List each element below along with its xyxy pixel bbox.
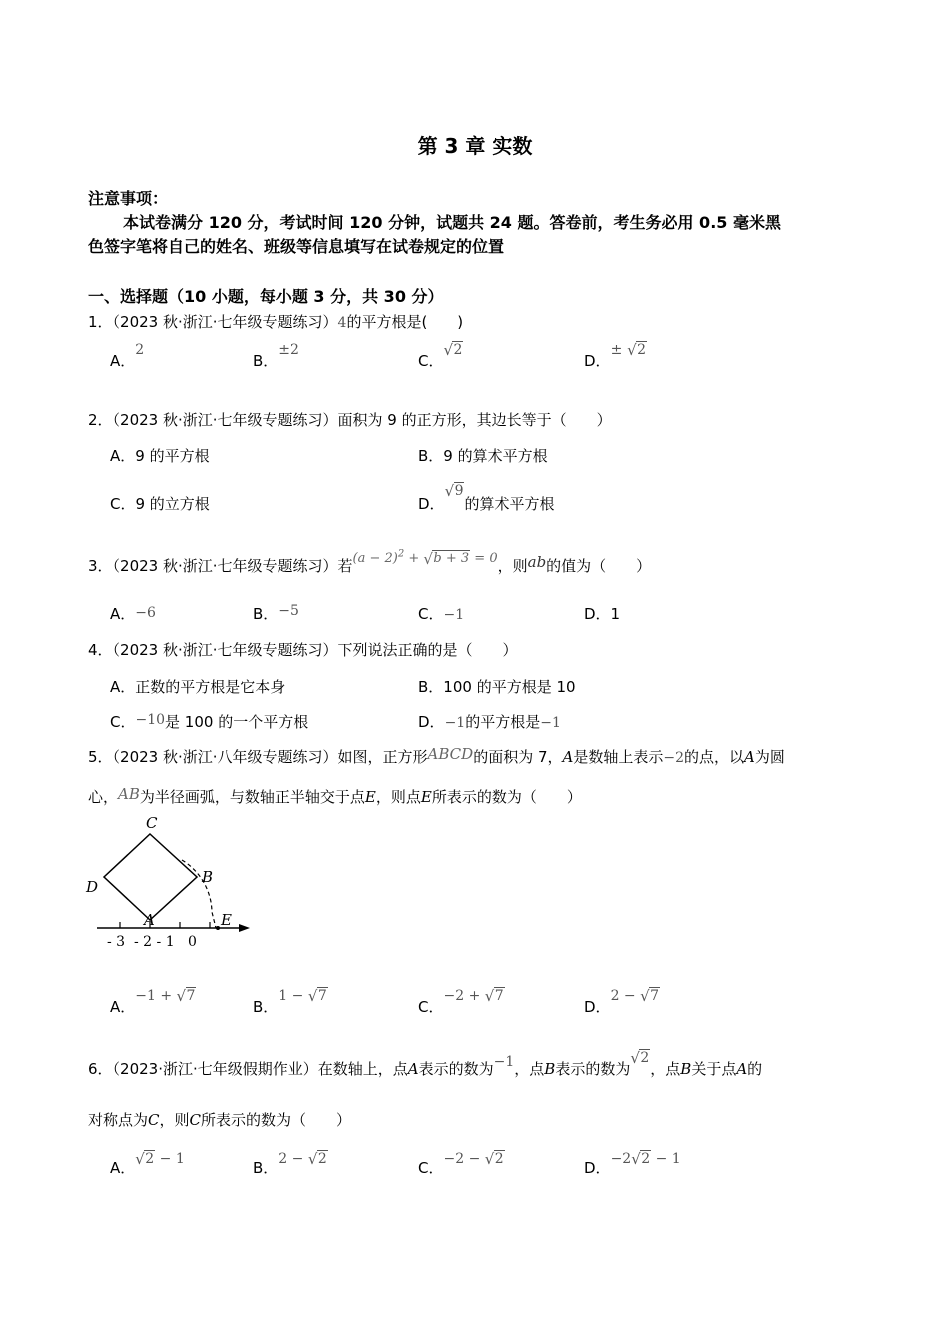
page-title: 第 3 章 实数: [417, 134, 533, 158]
notice-heading: 注意事项：: [88, 189, 169, 208]
q5-option-d[interactable]: D．2 − √ 7: [584, 996, 660, 1017]
q1-text: 的平方根是( ): [346, 313, 464, 331]
q3-option-c[interactable]: C．−1: [418, 605, 465, 623]
q1-number: 1．: [88, 313, 113, 331]
q5-option-b[interactable]: B．1 − √ 7: [253, 996, 328, 1017]
notice-line-2: 色签字笔将自己的姓名、班级等信息填写在试卷规定的位置: [88, 237, 505, 256]
square-abcd: [104, 834, 197, 920]
number-line-arrow: [239, 924, 250, 932]
q4-option-d[interactable]: D．−1的平方根是−1: [418, 713, 561, 731]
q2-option-a[interactable]: A．9 的平方根: [110, 447, 210, 465]
question-5-line-2: 心，AB为半径画弧，与数轴正半轴交于点E，则点E所表示的数为（ ）: [88, 785, 582, 806]
q6-option-b[interactable]: B．2 − √ 2: [253, 1157, 328, 1178]
question-6-line-1: 6．（2023·浙江·七年级假期作业）在数轴上，点A表示的数为−1，点B表示的数为√ 2，点B关于点A的: [88, 1058, 762, 1079]
q3-option-d[interactable]: D．1: [584, 605, 621, 623]
q6-option-c[interactable]: C．−2 − √ 2: [418, 1157, 505, 1178]
label-c: C: [146, 814, 158, 832]
section-heading: 一、选择题（10 小题，每小题 3 分，共 30 分）: [88, 287, 444, 306]
question-5-line-1: 5．（2023 秋·浙江·八年级专题练习）如图，正方形ABCD的面积为 7，A是数轴上表示−2的点，以A为圆: [88, 745, 785, 766]
question-6-line-2: 对称点为C，则C所表示的数为（ ）: [88, 1111, 352, 1129]
q4-option-c[interactable]: C．−10是 100 的一个平方根: [110, 712, 309, 731]
question-2: 2．（2023 秋·浙江·七年级专题练习）面积为 9 的正方形，其边长等于（ ）: [88, 411, 612, 429]
label-e: E: [221, 911, 232, 929]
q5-option-c[interactable]: C．−2 + √ 7: [418, 996, 505, 1017]
q1-option-b[interactable]: B．±2: [253, 342, 299, 370]
q5-diagram: [82, 812, 262, 954]
q1-option-d[interactable]: D．± √ 2: [584, 350, 647, 371]
label-a: A: [144, 911, 155, 929]
q1-math: 4: [337, 315, 347, 331]
question-1: [88, 311, 463, 332]
q4-option-b[interactable]: B．100 的平方根是 10: [418, 678, 576, 696]
q6-option-d[interactable]: D．−2√ 2 − 1: [584, 1157, 681, 1178]
q6-option-a[interactable]: A．√ 2 − 1: [110, 1157, 185, 1178]
q5-option-a[interactable]: A．−1 + √ 7: [110, 996, 196, 1017]
q1-source: （2023 秋·浙江·七年级专题练习）: [112, 313, 338, 331]
q1-option-a[interactable]: A．2: [110, 342, 145, 370]
label-b: B: [202, 868, 214, 886]
q1-option-c[interactable]: C．√ 2: [418, 350, 463, 371]
question-3: 3．（2023 秋·浙江·七年级专题练习）若$(a - 2)^2$ + √ b + 3 = 0，则ab的值为（ ）: [88, 555, 651, 576]
label-d: D: [86, 878, 99, 896]
q2-option-b[interactable]: B．9 的算术平方根: [418, 447, 548, 465]
q4-option-a[interactable]: A．正数的平方根是它本身: [110, 678, 286, 696]
q3-option-b[interactable]: B．−5: [253, 603, 299, 623]
q2-option-c[interactable]: C．9 的立方根: [110, 495, 210, 513]
point-e: [216, 926, 220, 930]
question-4: 4．（2023 秋·浙江·七年级专题练习）下列说法正确的是（ ）: [88, 641, 518, 659]
tick-labels: - 3 - 2 - 1 0: [107, 934, 197, 950]
q2-option-d[interactable]: D．√ 9的算术平方根: [418, 493, 555, 514]
notice-line-1: 本试卷满分 120 分，考试时间 120 分钟，试题共 24 题。答卷前，考生务必用 0.5 毫米黑: [123, 213, 781, 232]
q3-option-a[interactable]: A．−6: [110, 605, 156, 623]
